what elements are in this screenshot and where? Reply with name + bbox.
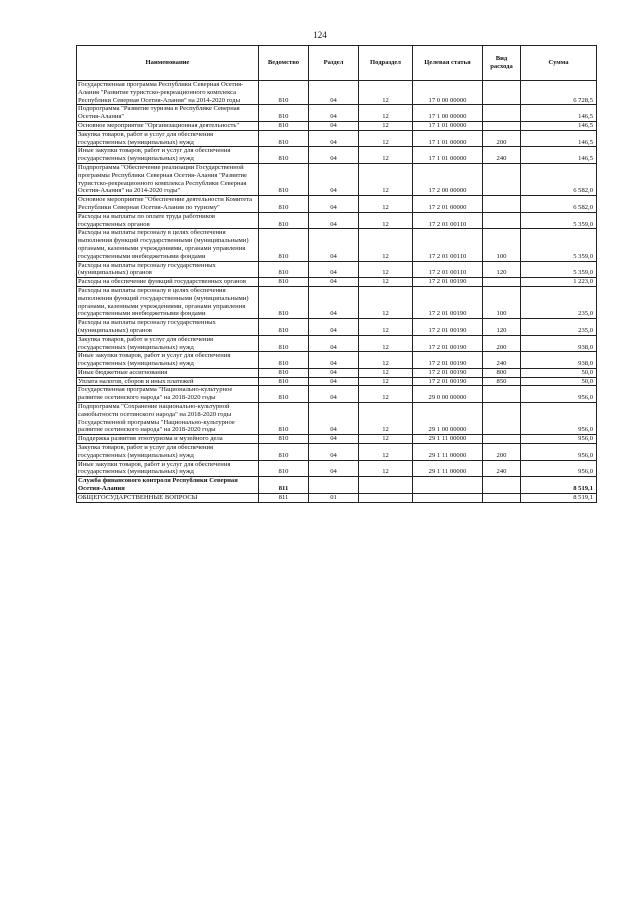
cell-dept: 810 xyxy=(259,212,309,229)
cell-subsection: 12 xyxy=(359,261,413,278)
cell-dept: 810 xyxy=(259,261,309,278)
cell-section: 04 xyxy=(309,403,359,435)
table-row xyxy=(77,368,597,377)
cell-section: 04 xyxy=(309,319,359,336)
cell-section: 04 xyxy=(309,163,359,195)
cell-subsection: 12 xyxy=(359,196,413,213)
table-row xyxy=(77,460,597,477)
cell-section: 04 xyxy=(309,147,359,164)
table-header-row xyxy=(77,46,597,81)
cell-exptype: 850 xyxy=(483,377,521,386)
table-row xyxy=(77,493,597,502)
cell-name: Расходы на выплаты по оплате труда работников государственных органов xyxy=(77,212,259,229)
cell-section: 04 xyxy=(309,377,359,386)
cell-dept: 810 xyxy=(259,286,309,318)
cell-name: Расходы на выплаты персоналу государственных (муниципальных) органов xyxy=(77,319,259,336)
cell-sum: 938,0 xyxy=(521,352,597,369)
cell-dept: 811 xyxy=(259,477,309,494)
cell-name: Государственная программа "Национально-культурное развитие осетинского народа" на 2018-2020 годы xyxy=(77,386,259,403)
table-row xyxy=(77,212,597,229)
cell-section: 04 xyxy=(309,81,359,105)
cell-name: Государственная программа Республики Северная Осетия-Алания "Развитие туристско-рекреационного комплекса Республики Северная Осетия-Алания" на 2014-2020 годы xyxy=(77,81,259,105)
cell-subsection: 12 xyxy=(359,105,413,122)
cell-dept: 810 xyxy=(259,319,309,336)
cell-name: Иные закупки товаров, работ и услуг для обеспечения государственных (муниципальных) нужд xyxy=(77,147,259,164)
cell-sum: 235,0 xyxy=(521,319,597,336)
cell-exptype xyxy=(483,196,521,213)
cell-sum: 5 359,0 xyxy=(521,229,597,261)
cell-name: Поддержка развития этнотуризма и музейного дела xyxy=(77,435,259,444)
cell-sum: 50,0 xyxy=(521,377,597,386)
header-exptype: Вид расхода xyxy=(483,46,521,81)
cell-subsection: 12 xyxy=(359,286,413,318)
cell-sum: 6 728,5 xyxy=(521,81,597,105)
cell-name: Подпрограмма "Сохранение национально-культурной самобытности осетинского народа" на 2018-2020 годы Государственной программы "Национально-культурное развитие осетинского народа" на 2018-2020 годы xyxy=(77,403,259,435)
table-row xyxy=(77,352,597,369)
table-row xyxy=(77,286,597,318)
cell-dept: 810 xyxy=(259,386,309,403)
cell-exptype xyxy=(483,163,521,195)
table-row xyxy=(77,147,597,164)
cell-exptype: 200 xyxy=(483,130,521,147)
page-number: 124 xyxy=(313,30,327,40)
cell-target: 29 1 11 00000 xyxy=(413,460,483,477)
cell-subsection xyxy=(359,477,413,494)
cell-dept: 810 xyxy=(259,130,309,147)
table-row xyxy=(77,435,597,444)
cell-dept: 810 xyxy=(259,403,309,435)
table-row xyxy=(77,105,597,122)
header-sum: Сумма xyxy=(521,46,597,81)
table-row xyxy=(77,278,597,287)
cell-subsection: 12 xyxy=(359,435,413,444)
cell-name: ОБЩЕГОСУДАРСТВЕННЫЕ ВОПРОСЫ xyxy=(77,493,259,502)
cell-name: Расходы на выплаты персоналу государственных (муниципальных) органов xyxy=(77,261,259,278)
cell-name: Расходы на обеспечение функций государственных органов xyxy=(77,278,259,287)
cell-name: Закупка товаров, работ и услуг для обеспечения государственных (муниципальных) нужд xyxy=(77,335,259,352)
table-row xyxy=(77,386,597,403)
cell-name: Расходы на выплаты персоналу в целях обеспечения выполнения функций государственными (муниципальными) органами, казенными учреждениями, органами управления государственными внебюджетными фондами xyxy=(77,286,259,318)
cell-sum: 5 359,0 xyxy=(521,261,597,278)
cell-exptype: 100 xyxy=(483,286,521,318)
budget-table xyxy=(76,45,597,503)
cell-sum: 146,5 xyxy=(521,121,597,130)
cell-subsection: 12 xyxy=(359,377,413,386)
cell-exptype: 200 xyxy=(483,335,521,352)
cell-exptype: 240 xyxy=(483,352,521,369)
cell-target xyxy=(413,477,483,494)
cell-section: 04 xyxy=(309,386,359,403)
cell-name: Подпрограмма "Обеспечение реализации Государственной программы Республики Северная Осетия-Алания "Развитие туристско-рекреационного комплекса Республики Северная Осетия-Алания" на 2014-2020 годы" xyxy=(77,163,259,195)
table-row xyxy=(77,81,597,105)
cell-dept: 810 xyxy=(259,435,309,444)
table-row xyxy=(77,319,597,336)
cell-name: Подпрограмма "Развитие туризма в Республике Северная Осетия-Алания" xyxy=(77,105,259,122)
table-row xyxy=(77,229,597,261)
cell-dept: 810 xyxy=(259,121,309,130)
cell-sum: 5 359,0 xyxy=(521,212,597,229)
header-name: Наименование xyxy=(77,46,259,81)
cell-subsection: 12 xyxy=(359,229,413,261)
cell-target: 17 2 01 00190 xyxy=(413,286,483,318)
cell-name: Основное мероприятие "Организационная деятельность" xyxy=(77,121,259,130)
cell-target: 17 2 01 00000 xyxy=(413,196,483,213)
cell-subsection: 12 xyxy=(359,130,413,147)
cell-subsection: 12 xyxy=(359,403,413,435)
cell-subsection: 12 xyxy=(359,460,413,477)
header-subsection: Подраздел xyxy=(359,46,413,81)
cell-section: 04 xyxy=(309,352,359,369)
cell-dept: 810 xyxy=(259,147,309,164)
cell-exptype: 100 xyxy=(483,229,521,261)
table-row xyxy=(77,196,597,213)
cell-section: 04 xyxy=(309,121,359,130)
cell-sum: 938,0 xyxy=(521,335,597,352)
cell-exptype xyxy=(483,105,521,122)
table-row xyxy=(77,377,597,386)
cell-section: 04 xyxy=(309,444,359,461)
cell-name: Иные закупки товаров, работ и услуг для обеспечения государственных (муниципальных) нужд xyxy=(77,352,259,369)
cell-sum: 146,5 xyxy=(521,130,597,147)
cell-exptype: 120 xyxy=(483,261,521,278)
cell-section: 04 xyxy=(309,286,359,318)
cell-name: Закупка товаров, работ и услуг для обеспечения государственных (муниципальных) нужд xyxy=(77,444,259,461)
cell-exptype: 240 xyxy=(483,460,521,477)
cell-dept: 811 xyxy=(259,493,309,502)
cell-exptype xyxy=(483,435,521,444)
cell-dept: 810 xyxy=(259,352,309,369)
table-row xyxy=(77,403,597,435)
cell-exptype: 200 xyxy=(483,444,521,461)
cell-target: 17 2 01 00190 xyxy=(413,352,483,369)
cell-dept: 810 xyxy=(259,81,309,105)
cell-section: 01 xyxy=(309,493,359,502)
table-row xyxy=(77,335,597,352)
cell-subsection: 12 xyxy=(359,121,413,130)
cell-subsection: 12 xyxy=(359,386,413,403)
cell-exptype xyxy=(483,386,521,403)
cell-exptype xyxy=(483,493,521,502)
cell-target: 17 2 01 00110 xyxy=(413,212,483,229)
header-target: Целевая статья xyxy=(413,46,483,81)
cell-subsection xyxy=(359,493,413,502)
cell-name: Иные бюджетные ассигнования xyxy=(77,368,259,377)
cell-subsection: 12 xyxy=(359,163,413,195)
cell-sum: 956,0 xyxy=(521,403,597,435)
cell-target: 17 2 01 00110 xyxy=(413,229,483,261)
cell-exptype xyxy=(483,121,521,130)
cell-target: 29 1 00 00000 xyxy=(413,403,483,435)
cell-subsection: 12 xyxy=(359,147,413,164)
cell-subsection: 12 xyxy=(359,335,413,352)
cell-target xyxy=(413,493,483,502)
cell-sum: 50,0 xyxy=(521,368,597,377)
cell-dept: 810 xyxy=(259,460,309,477)
cell-subsection: 12 xyxy=(359,81,413,105)
cell-section: 04 xyxy=(309,278,359,287)
cell-section: 04 xyxy=(309,212,359,229)
cell-exptype xyxy=(483,403,521,435)
cell-dept: 810 xyxy=(259,444,309,461)
cell-sum: 6 582,0 xyxy=(521,163,597,195)
cell-sum: 235,0 xyxy=(521,286,597,318)
cell-target: 17 1 00 00000 xyxy=(413,105,483,122)
cell-section: 04 xyxy=(309,435,359,444)
cell-dept: 810 xyxy=(259,368,309,377)
cell-sum: 6 582,0 xyxy=(521,196,597,213)
cell-target: 17 2 01 00190 xyxy=(413,278,483,287)
table-row xyxy=(77,163,597,195)
cell-exptype xyxy=(483,212,521,229)
cell-section: 04 xyxy=(309,368,359,377)
cell-section: 04 xyxy=(309,105,359,122)
cell-subsection: 12 xyxy=(359,278,413,287)
cell-target: 17 2 00 00000 xyxy=(413,163,483,195)
cell-section: 04 xyxy=(309,460,359,477)
cell-exptype: 800 xyxy=(483,368,521,377)
table-row xyxy=(77,477,597,494)
cell-subsection: 12 xyxy=(359,444,413,461)
cell-section: 04 xyxy=(309,261,359,278)
cell-target: 17 2 01 00190 xyxy=(413,377,483,386)
cell-name: Расходы на выплаты персоналу в целях обеспечения выполнения функций государственными (муниципальными) органами, казенными учреждениями, органами управления государственными внебюджетными фондами xyxy=(77,229,259,261)
cell-subsection: 12 xyxy=(359,212,413,229)
cell-target: 29 1 11 00000 xyxy=(413,444,483,461)
cell-section: 04 xyxy=(309,130,359,147)
cell-target: 17 2 01 00190 xyxy=(413,368,483,377)
cell-name: Иные закупки товаров, работ и услуг для обеспечения государственных (муниципальных) нужд xyxy=(77,460,259,477)
cell-dept: 810 xyxy=(259,163,309,195)
cell-subsection: 12 xyxy=(359,319,413,336)
cell-exptype: 120 xyxy=(483,319,521,336)
cell-sum: 8 519,1 xyxy=(521,493,597,502)
cell-target: 17 1 01 00000 xyxy=(413,121,483,130)
cell-target: 17 2 01 00110 xyxy=(413,261,483,278)
cell-exptype xyxy=(483,278,521,287)
cell-sum: 1 223,0 xyxy=(521,278,597,287)
cell-dept: 810 xyxy=(259,105,309,122)
cell-dept: 810 xyxy=(259,229,309,261)
cell-exptype xyxy=(483,81,521,105)
cell-dept: 810 xyxy=(259,335,309,352)
cell-sum: 956,0 xyxy=(521,460,597,477)
cell-sum: 8 519,1 xyxy=(521,477,597,494)
cell-subsection: 12 xyxy=(359,352,413,369)
cell-dept: 810 xyxy=(259,278,309,287)
cell-exptype xyxy=(483,477,521,494)
cell-target: 17 0 00 00000 xyxy=(413,81,483,105)
cell-name: Закупка товаров, работ и услуг для обеспечения государственных (муниципальных) нужд xyxy=(77,130,259,147)
cell-name: Уплата налогов, сборов и иных платежей xyxy=(77,377,259,386)
table-row xyxy=(77,261,597,278)
cell-subsection: 12 xyxy=(359,368,413,377)
cell-section: 04 xyxy=(309,335,359,352)
cell-section: 04 xyxy=(309,196,359,213)
cell-target: 17 1 01 00000 xyxy=(413,147,483,164)
cell-sum: 146,5 xyxy=(521,105,597,122)
cell-exptype: 240 xyxy=(483,147,521,164)
cell-target: 17 1 01 00000 xyxy=(413,130,483,147)
cell-sum: 956,0 xyxy=(521,435,597,444)
cell-dept: 810 xyxy=(259,196,309,213)
cell-target: 17 2 01 00190 xyxy=(413,335,483,352)
table-row xyxy=(77,121,597,130)
cell-target: 17 2 01 00190 xyxy=(413,319,483,336)
cell-section: 04 xyxy=(309,229,359,261)
table-row xyxy=(77,444,597,461)
cell-target: 29 1 11 00000 xyxy=(413,435,483,444)
header-dept: Ведомство xyxy=(259,46,309,81)
cell-sum: 146,5 xyxy=(521,147,597,164)
cell-sum: 956,0 xyxy=(521,386,597,403)
cell-dept: 810 xyxy=(259,377,309,386)
cell-target: 29 0 00 00000 xyxy=(413,386,483,403)
cell-name: Служба финансового контроля Республики Северная Осетия-Алания xyxy=(77,477,259,494)
cell-sum: 956,0 xyxy=(521,444,597,461)
header-section: Раздел xyxy=(309,46,359,81)
cell-name: Основное мероприятие "Обеспечение деятельности Комитета Республики Северная Осетия-Алания по туризму" xyxy=(77,196,259,213)
cell-section xyxy=(309,477,359,494)
table-row xyxy=(77,130,597,147)
